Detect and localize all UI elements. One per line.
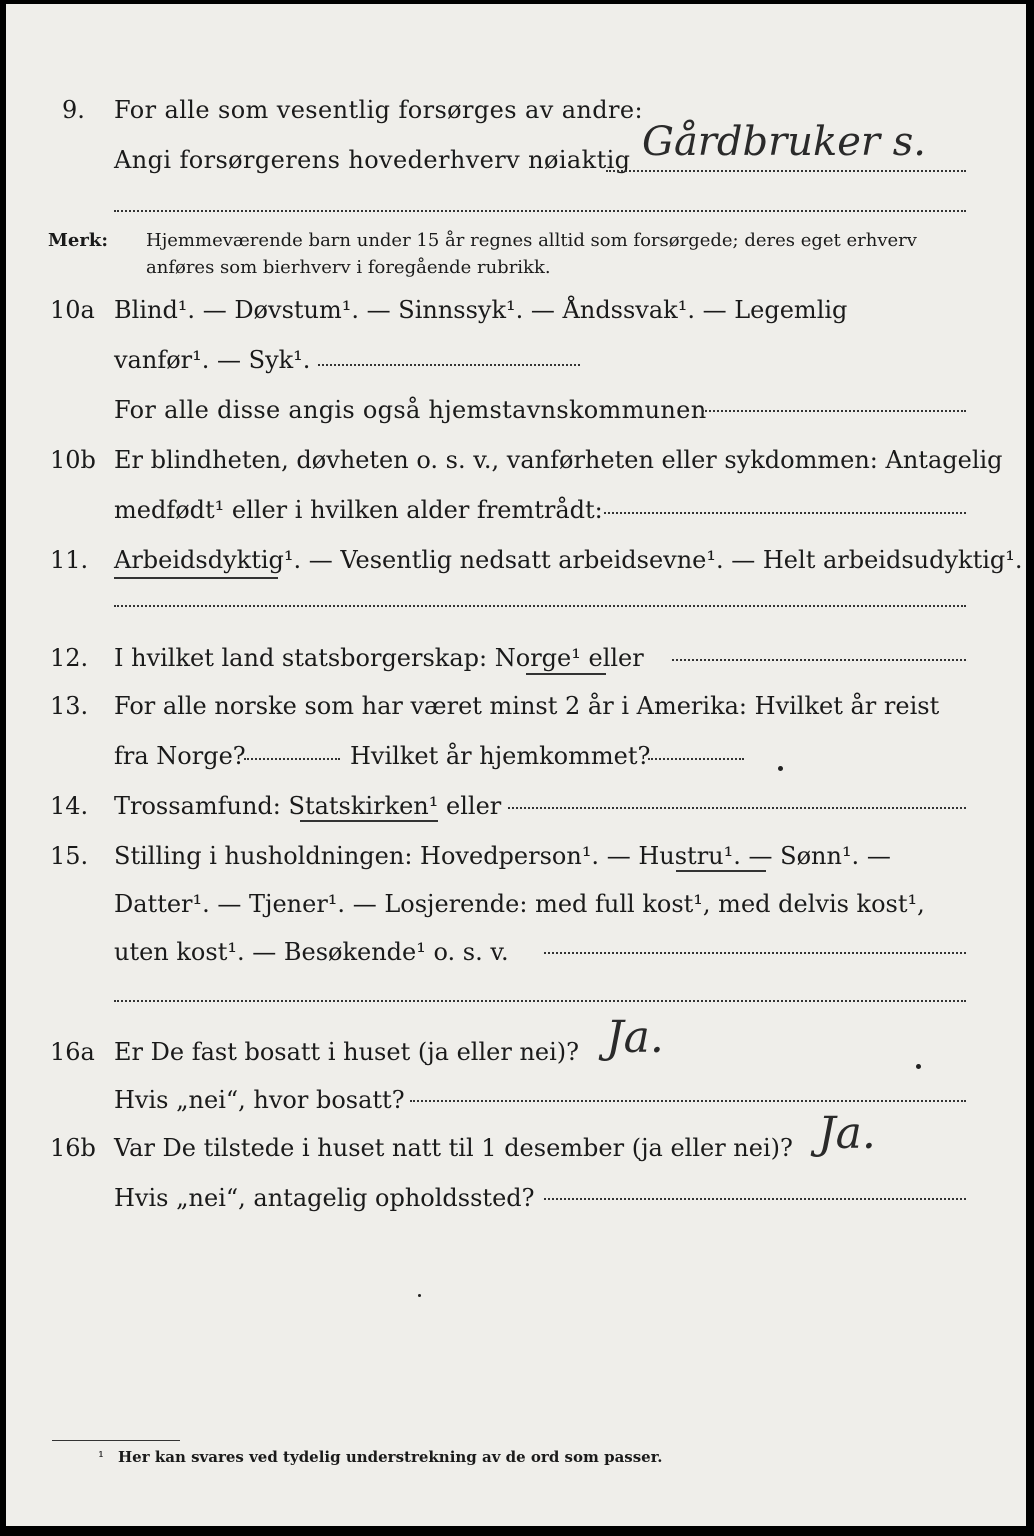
q15-line2: Datter¹. — Tjener¹. — Losjerende: med full kost¹, med delvis kost¹,: [114, 890, 925, 918]
ink-speck: [916, 1064, 921, 1069]
q15-fill: [544, 952, 966, 954]
q9-answer-line: [606, 170, 966, 172]
q16a-fill: [410, 1100, 966, 1102]
q13-fill-b: [648, 758, 744, 760]
q15-line3: uten kost¹. — Besøkende¹ o. s. v.: [114, 938, 509, 966]
q10a-line1: Blind¹. — Døvstum¹. — Sinnssyk¹. — Åndssvak¹. — Legemlig: [114, 296, 848, 324]
q15-post: ¹. — Sønn¹. —: [723, 842, 891, 870]
q13-fill-a: [244, 758, 340, 760]
q9-number: 9.: [62, 96, 85, 124]
q16b-fill: [544, 1198, 966, 1200]
q16a-answer-handwritten: Ja.: [606, 1012, 664, 1063]
merk-label: Merk:: [48, 230, 108, 251]
q14-fill: [508, 807, 966, 809]
footnote-text: Her kan svares ved tydelig understrekning av de ord som passer.: [118, 1448, 663, 1466]
merk-line1: Hjemmeværende barn under 15 år regnes alltid som forsørgede; deres eget erhverv: [146, 230, 917, 251]
q10a-line3: For alle disse angis også hjemstavnskommunen: [114, 396, 707, 424]
q9-line1: For alle som vesentlig forsørges av andre:: [114, 96, 644, 124]
q13-line2b: Hvilket år hjemkommet?: [350, 742, 651, 770]
q16a-line2: Hvis „nei“, hvor bosatt?: [114, 1086, 405, 1114]
q16b-answer-handwritten: Ja.: [818, 1108, 876, 1159]
q11-line1-rest: ¹. — Vesentlig nedsatt arbeidsevne¹. — Helt arbeidsudyktig¹.: [283, 546, 1023, 574]
q10a-line2: vanfør¹. — Syk¹.: [114, 346, 311, 374]
q11-number: 11.: [50, 546, 89, 574]
q15-hustru: Hustru: [638, 842, 724, 870]
q10b-line2: medfødt¹ eller i hvilken alder fremtrådt:: [114, 496, 603, 524]
q16b-number: 16b: [50, 1134, 96, 1162]
q12-fill: [672, 659, 966, 661]
q15-pre: Stilling i husholdningen: Hovedperson¹. —: [114, 842, 631, 870]
q14-post: ¹ eller: [428, 792, 502, 820]
q13-line1: For alle norske som har været minst 2 år i Amerika: Hvilket år reist: [114, 692, 940, 720]
q16a-number: 16a: [50, 1038, 95, 1066]
q14-statskirken: Statskirken: [288, 792, 429, 820]
q12-norge: Norge: [494, 644, 572, 672]
q14-number: 14.: [50, 792, 89, 820]
q12-line1: [114, 646, 644, 670]
q10a-number: 10a: [50, 296, 95, 324]
q14-answer-underline: [300, 820, 438, 822]
q11-line1: [114, 548, 1023, 572]
q10b-line2-fill: [604, 512, 966, 514]
q12-answer-underline: [526, 673, 606, 675]
census-form-page: [6, 4, 1026, 1526]
q9-extra-line: [114, 210, 966, 212]
q15-number: 15.: [50, 842, 89, 870]
q13-number: 13.: [50, 692, 89, 720]
merk-line2: anføres som bierhverv i foregående rubrikk.: [146, 257, 551, 278]
q11-extra-line: [114, 605, 966, 607]
q11-answer-underline: [114, 577, 278, 579]
q15-line1: [114, 844, 891, 868]
census-form: [6, 4, 1026, 1526]
q15-answer-underline: [676, 870, 766, 872]
q12-number: 12.: [50, 644, 89, 672]
q10a-line2-fill: [318, 364, 580, 366]
ink-speck: [418, 1294, 421, 1297]
q11-arbeidsdyktig: Arbeidsdyktig: [114, 546, 284, 574]
q9-answer-handwritten: Gårdbruker s.: [642, 119, 927, 165]
q15-extra-line: [114, 1000, 966, 1002]
q12-post: ¹ eller: [571, 644, 644, 672]
ink-speck: [778, 766, 783, 771]
q16a-line1: Er De fast bosatt i huset (ja eller nei)?: [114, 1038, 580, 1066]
q9-line2: Angi forsørgerens hovederhverv nøiaktig: [114, 146, 631, 174]
q12-pre: I hvilket land statsborgerskap:: [114, 644, 488, 672]
q10a-line3-fill: [702, 410, 966, 412]
q13-line2a: fra Norge?: [114, 742, 246, 770]
q14-pre: Trossamfund:: [114, 792, 281, 820]
q14-line1: [114, 794, 501, 818]
q16b-line1: Var De tilstede i huset natt til 1 desember (ja eller nei)?: [114, 1134, 793, 1162]
footnote-mark: ¹: [98, 1448, 105, 1466]
q10b-number: 10b: [50, 446, 96, 474]
q16b-line2: Hvis „nei“, antagelig opholdssted?: [114, 1184, 535, 1212]
footnote-rule: [52, 1440, 180, 1441]
q10b-line1: Er blindheten, døvheten o. s. v., vanførheten eller sykdommen: Antagelig: [114, 446, 1003, 474]
